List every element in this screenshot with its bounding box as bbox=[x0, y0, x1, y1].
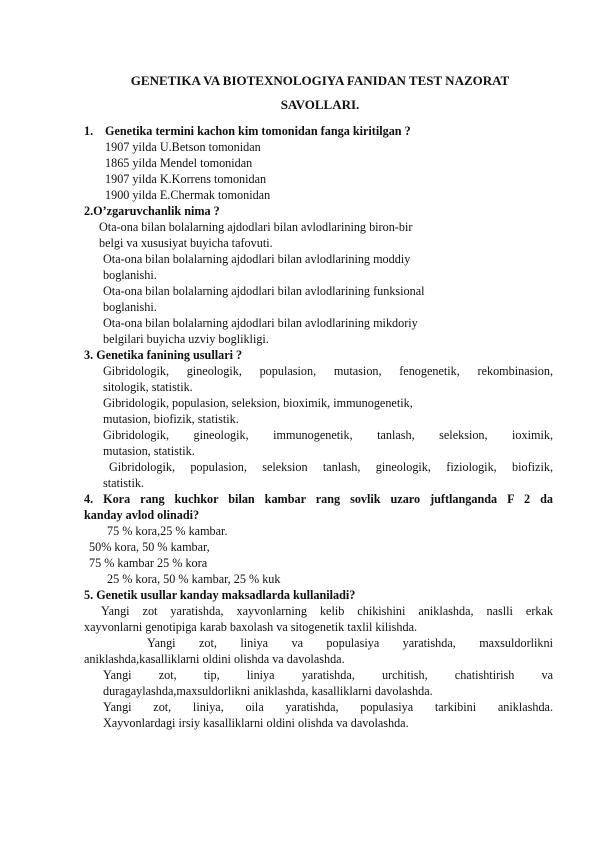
question-1-option-4: 1900 yilda E.Chermak tomonidan bbox=[105, 188, 271, 202]
question-1-number: 1. bbox=[84, 124, 94, 138]
question-5-option-1-line-1: Yangi zot yaratishda, xayvonlarning kelib chikishini aniklashda, naslli erkak bbox=[101, 604, 553, 618]
question-5-option-3-line-1: Yangi zot, tip, liniya yaratishda, urchitish, chatishtirish va bbox=[103, 668, 553, 682]
document-title-line-1: GENETIKA VA BIOTEXNOLOGIYA FANIDAN TEST NAZORAT bbox=[130, 73, 510, 88]
question-2-option-4-line-1: Ota-ona bilan bolalarning ajdodlari bilan avlodlarining mikdoriy bbox=[103, 316, 418, 330]
question-5-option-4-line-1: Yangi zot, liniya, oila yaratishda, populasiya tarkibini aniklashda. bbox=[103, 700, 553, 714]
question-5-option-2-line-1: Yangi zot, liniya va populasiya yaratishda, maxsuldorlikni bbox=[147, 636, 553, 650]
question-5-option-4-line-2: Xayvonlardagi irsiy kasalliklarni oldini olishda va davolashda. bbox=[103, 716, 409, 730]
question-4-option-2: 50% kora, 50 % kambar, bbox=[89, 540, 210, 554]
document-title-line-2: SAVOLLARI. bbox=[280, 97, 360, 112]
question-5-text: 5. Genetik usullar kanday maksadlarda kullaniladi? bbox=[84, 588, 356, 602]
question-4-option-1: 75 % kora,25 % kambar. bbox=[107, 524, 228, 538]
question-3-option-3-line-2: mutasion, statistik. bbox=[103, 444, 195, 458]
question-3-option-2-line-2: mutasion, biofizik, statistik. bbox=[103, 412, 239, 426]
question-2-option-4-line-2: belgilari buyicha uzviy boglikligi. bbox=[103, 332, 269, 346]
question-3-text: 3. Genetika fanining usullari ? bbox=[84, 348, 243, 362]
question-2-option-1-line-1: Ota-ona bilan bolalarning ajdodlari bilan avlodlarining biron-bir bbox=[99, 220, 413, 234]
question-3-option-4-line-2: statistik. bbox=[103, 476, 144, 490]
question-1-text: Genetika termini kachon kim tomonidan fanga kiritilgan ? bbox=[105, 124, 411, 138]
question-5-option-1-line-2: xayvonlarni genotipiga karab baxolash va sitogenetik taxlil kilishda. bbox=[84, 620, 418, 634]
question-2-text: 2.O’zgaruvchanlik nima ? bbox=[84, 204, 220, 218]
question-4-text-line-2: kanday avlod olinadi? bbox=[84, 508, 200, 522]
question-2-option-2-line-1: Ota-ona bilan bolalarning ajdodlari bilan avlodlarining moddiy bbox=[103, 252, 411, 266]
question-5-option-3-line-2: duragaylashda,maxsuldorlikni aniklashda, kasalliklarni davolashda. bbox=[103, 684, 433, 698]
question-2-option-1-line-2: belgi va xususiyat buyicha tafovuti. bbox=[99, 236, 273, 250]
question-1-option-2: 1865 yilda Mendel tomonidan bbox=[105, 156, 253, 170]
question-1-option-1: 1907 yilda U.Betson tomonidan bbox=[105, 140, 261, 154]
question-4-option-3: 75 % kambar 25 % kora bbox=[89, 556, 208, 570]
question-4-option-4: 25 % kora, 50 % kambar, 25 % kuk bbox=[107, 572, 281, 586]
question-4-text-line-1: 4. Kora rang kuchkor bilan kambar rang sovlik uzaro juftlanganda F 2 da bbox=[84, 492, 553, 506]
question-3-option-4-line-1: Gibridologik, populasion, seleksion tanlash, gineologik, fiziologik, biofizik, bbox=[109, 460, 553, 474]
question-2-option-3-line-1: Ota-ona bilan bolalarning ajdodlari bilan avlodlarining funksional bbox=[103, 284, 425, 298]
question-1-option-3: 1907 yilda K.Korrens tomonidan bbox=[105, 172, 267, 186]
question-3-option-1-line-2: sitologik, statistik. bbox=[103, 380, 193, 394]
question-2-option-3-line-2: boglanishi. bbox=[103, 300, 157, 314]
question-5-option-2-line-2: aniklashda,kasalliklarni oldini olishda va davolashda. bbox=[84, 652, 345, 666]
question-3-option-1-line-1: Gibridologik, gineologik, populasion, mutasion, fenogenetik, rekombinasion, bbox=[103, 364, 553, 378]
question-3-option-2-line-1: Gibridologik, populasion, seleksion, bioximik, immunogenetik, bbox=[103, 396, 413, 410]
question-3-option-3-line-1: Gibridologik, gineologik, immunogenetik, tanlash, seleksion, ioximik, bbox=[103, 428, 553, 442]
question-2-option-2-line-2: boglanishi. bbox=[103, 268, 157, 282]
